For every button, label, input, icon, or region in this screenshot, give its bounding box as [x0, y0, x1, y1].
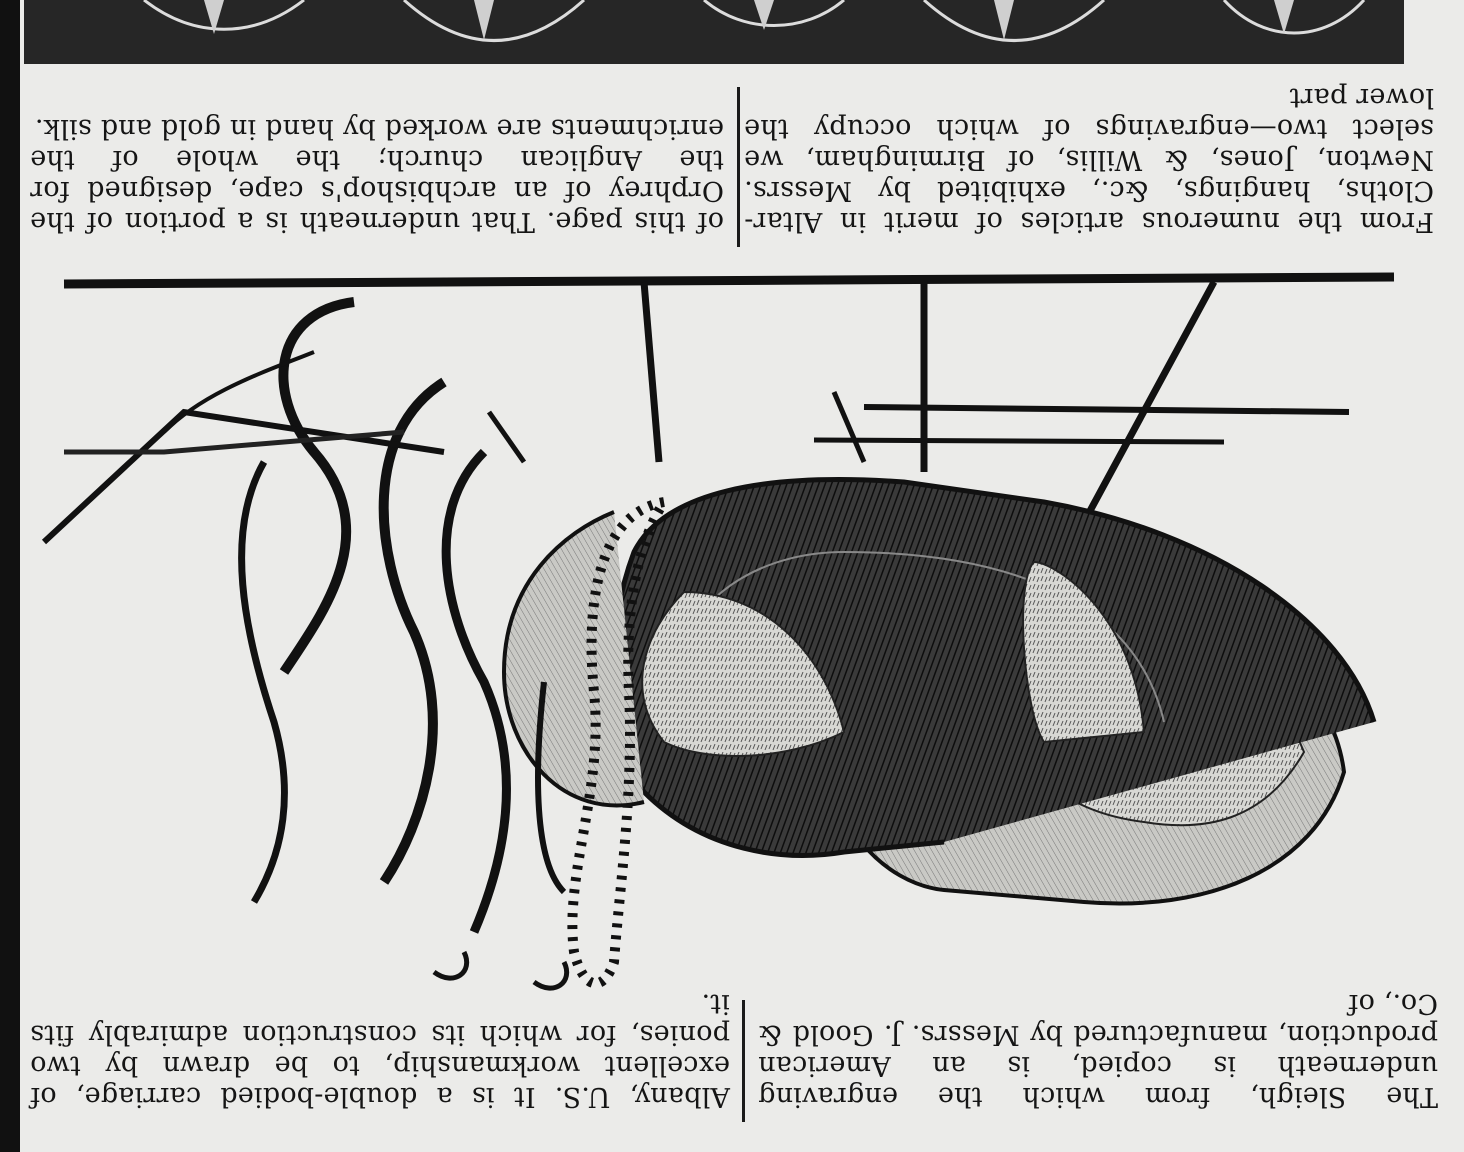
scan-edge-right: [0, 0, 20, 1152]
column-divider-bottom: [737, 87, 740, 247]
paragraph-orphrey: of this page. That underneath is a portion of the Orphrey of an archbishop's cape, designed for the Anglican church; the whole of the enrichments are worked by hand in gold and silk.: [30, 113, 724, 237]
paragraph-sleigh-description: Albany, U.S. It is a double-bodied carriage, of excellent workmanship, to be drawn by two ponies, for which its construction admirably fits it.: [30, 988, 730, 1112]
column-bottom-right: [30, 113, 724, 237]
ornamental-border: [24, 0, 1404, 64]
column-bottom-left: [744, 82, 1434, 237]
paragraph-sleigh-intro: The Sleigh, from which the engraving underneath is copied, is an American production, manufactured by Messrs. J. Goold & Co., of: [758, 988, 1438, 1112]
ornamental-border-pattern: [24, 0, 1404, 64]
paragraph-altar-cloths: From the numerous articles of merit in Altar-Cloths, hangings, &c., exhibited by Messrs. Newton, Jones, & Willis, of Birmingham, we select two—engravings of which occupy the lower part: [744, 82, 1434, 237]
